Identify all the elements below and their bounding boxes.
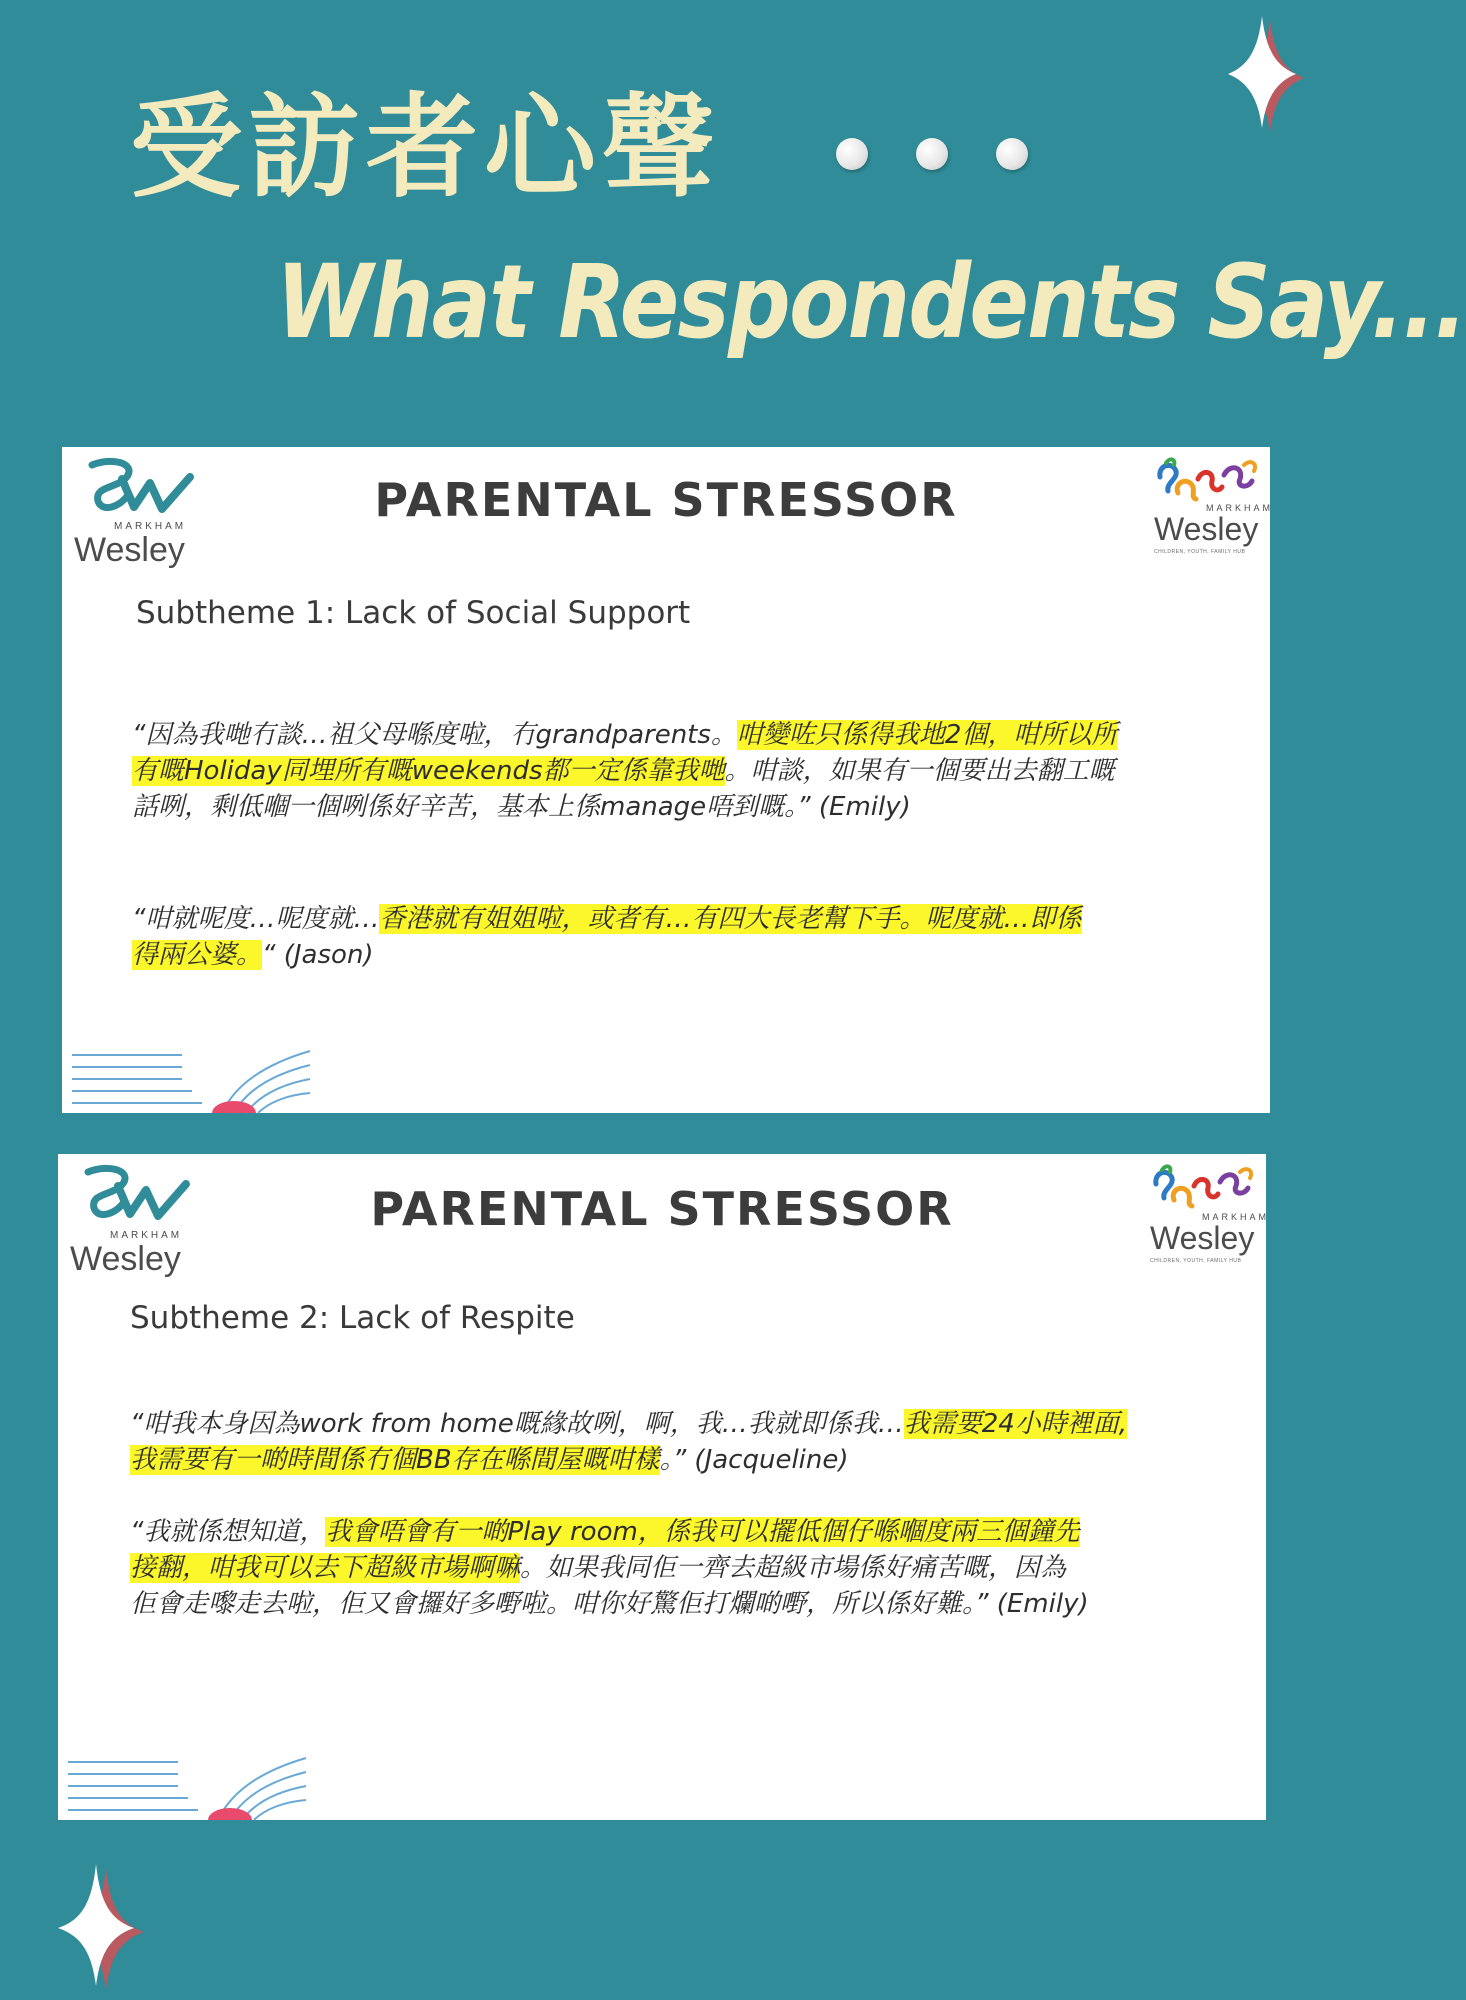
quote-line: “我就係想知道，我會唔會有一啲Play room，係我可以擺低個仔喺嗰度兩三個鐘先 [130, 1517, 1080, 1547]
logo-tagline-right: CHILDREN, YOUTH, FAMILY HUB [1150, 1258, 1242, 1264]
logo-wesley-left: Wesley [74, 531, 185, 569]
sparkle-bottom-left-icon [56, 1862, 146, 1992]
quote-line: 得兩公婆。“ (Jason) [132, 940, 374, 970]
logo-wesley-right: Wesley [1150, 1220, 1255, 1256]
quote-line: “因為我哋冇談…祖父母喺度啦，冇grandparents。咁變咗只係得我地2個，咁所以所 [132, 720, 1118, 750]
quote-line: 有嘅Holiday同埋所有嘅weekends都一定係靠我哋。咁談，如果有一個要出去翻工嘅 [132, 756, 1115, 786]
dot-3 [996, 138, 1028, 170]
subtheme-label: Subtheme 2: Lack of Respite [130, 1300, 575, 1336]
sparkle-top-right-icon [1226, 14, 1306, 134]
quote-line: 佢會走嚟走去啦，佢又會攞好多嘢啦。咁你好驚佢打爛啲嘢，所以係好難。” (Emily) [130, 1589, 1089, 1619]
slide-card-1 [62, 447, 1274, 1113]
logo-markham-left: MARKHAM [110, 1230, 183, 1241]
sunrise-decoration-icon [72, 1047, 322, 1113]
quote-emily-1 [132, 717, 1117, 825]
logo-wesley-right: Wesley [1154, 511, 1259, 547]
title-chinese: 受訪者心聲 [130, 82, 720, 213]
logo-markham-right: MARKHAM [1206, 503, 1274, 513]
dot-1 [836, 138, 868, 170]
quote-jason [132, 901, 1082, 973]
card-title: PARENTAL STRESSOR [374, 473, 958, 527]
quote-line: 我需要有一啲時間係冇個BB存在喺間屋嘅咁樣。” (Jacqueline) [130, 1445, 849, 1475]
ellipsis-dots [836, 138, 1028, 170]
logo-tagline-right: CHILDREN, YOUTH, FAMILY HUB [1154, 549, 1246, 555]
title-english: What Respondents Say... [276, 243, 1466, 362]
subtheme-label: Subtheme 1: Lack of Social Support [136, 595, 691, 631]
card-title: PARENTAL STRESSOR [370, 1182, 954, 1236]
quote-jacqueline [130, 1406, 1127, 1478]
quote-line: “咁就呢度…呢度就…香港就有姐姐啦，或者有…有四大長老幫下手。呢度就…即係 [132, 904, 1082, 934]
slide-card-2 [58, 1154, 1270, 1820]
quote-line: “咁我本身因為work from home嘅緣故咧，啊，我…我就即係我…我需要24小時裡面, [130, 1409, 1128, 1439]
logo-markham-left: MARKHAM [114, 521, 187, 532]
logo-markham-right: MARKHAM [1202, 1212, 1270, 1222]
quote-emily-2 [130, 1514, 1089, 1622]
quote-line: 接翻，咁我可以去下超級市場啊嘛。如果我同佢一齊去超級市場係好痛苦嘅，因為 [130, 1553, 1067, 1583]
sunrise-decoration-icon [68, 1754, 318, 1820]
dot-2 [916, 138, 948, 170]
quote-line: 話咧，剩低嗰一個咧係好辛苦，基本上係manage唔到嘅。” (Emily) [132, 792, 911, 822]
logo-wesley-left: Wesley [70, 1240, 181, 1278]
